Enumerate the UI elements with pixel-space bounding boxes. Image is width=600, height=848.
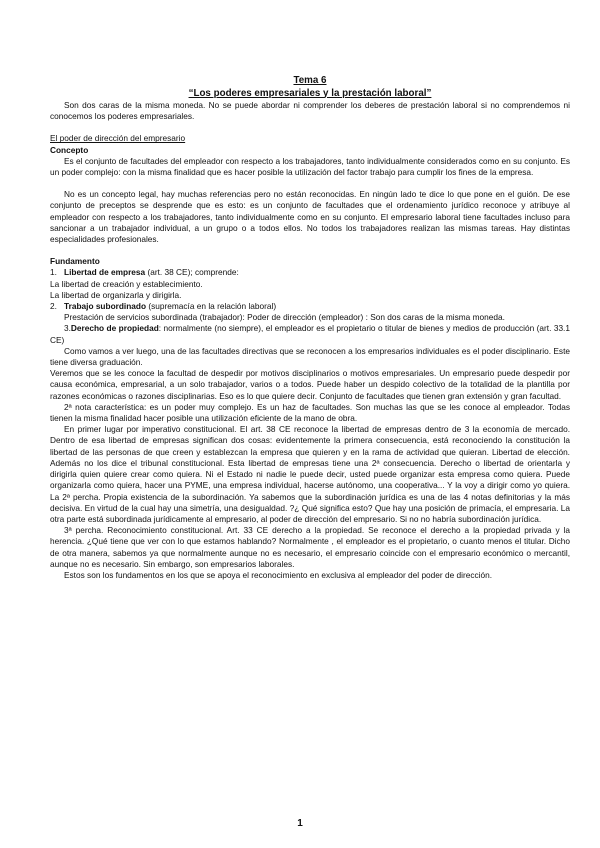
page-number: 1 [297, 818, 303, 829]
list-item-title: Derecho de propiedad [70, 323, 159, 334]
lesson-title: “Los poderes empresariales y la prestación laboral” [188, 87, 432, 99]
list-number: 2. [50, 301, 57, 312]
fundamento-paragraph: Como vamos a ver luego, una de las facultades directivas que se reconocen a los empresarios individuales es el poder disciplinario. Este tiene diversa graduación. [50, 345, 570, 368]
fundamento-paragraph: Veremos que se les conoce la facultad de despedir por motivos disciplinarios o motivos empresariales. Un empresario puede despedir por causa económica, empresarial, a un solo trabajador, varios o a todos. Puede haber un despido colectivo de la totalidad de la plantilla por razones económicas o razones disciplinarias. Eso es lo que quiere decir. Conjunto de facultades que tienen gran extensión y gran facultad. [50, 368, 570, 401]
concepto-paragraph-1: Es el conjunto de facultades del empleador con respecto a los trabajadores, tanto individualmente considerados como en su conjunto. Es un poder complejo: con la misma finalidad que es hacer posible la utilización del factor trabajo para cumplir los fines de la empresa. [50, 155, 570, 178]
list-subitem: Prestación de servicios subordinada (trabajador): Poder de dirección (empleador) : Son dos caras de la misma moneda. [64, 312, 505, 323]
list-subitem: La libertad de organizarla y dirigirla. [50, 289, 182, 300]
list-item-1 [50, 267, 570, 278]
lesson-number: Tema 6 [293, 75, 327, 86]
intro-paragraph: Son dos caras de la misma moneda. No se puede abordar ni comprender los deberes de prestación laboral si no comprendemos ni conocemos los poderes empresariales. [50, 100, 570, 122]
list-number: 3. [64, 323, 71, 334]
list-item-text: (art. 38 CE); comprende: [145, 267, 239, 278]
concepto-paragraph-2: No es un concepto legal, hay muchas referencias pero no están reconocidas. En ningún lado te dice lo que pone en el guión. De ese conjunto de preceptos se desprende que es esto: es un conjunto de facultades que el ordenamiento jurídico reconoce y atribuye al empleador con respecto a los trabajadores, tanto individualmente como en su conjunto. El empresario laboral tiene facultades incluso para sancionar a un trabajador individual, a un grupo o a todos ellos. No todos los trabajadores realizan las mismas tareas. Hay distintas especialidades profesionales. [50, 189, 570, 245]
document-body [50, 75, 570, 581]
list-subitem: La libertad de creación y establecimiento. [50, 278, 203, 289]
fundamento-paragraph: Estos son los fundamentos en los que se apoya el reconocimiento en exclusiva al empleador del poder de dirección. [64, 569, 493, 580]
section-heading: El poder de dirección del empresario [50, 133, 186, 144]
list-item-text: : normalmente (no siempre), el empleador es el propietario o titular de bienes y medios de producción (art. 33.1 CE) [50, 323, 570, 345]
fundamento-paragraph: 2ª nota característica: es un poder muy complejo. Es un haz de facultades. Son muchas las que se les conoce al empleador. Todas tienen la misma finalidad hacer posible una utilización eficiente de la mano de obra. [50, 401, 570, 424]
list-item-title: Libertad de empresa [64, 267, 146, 278]
fundamento-paragraph: 3ª percha. Reconocimiento constitucional. Art. 33 CE derecho a la propiedad. Se reconoce el derecho a la propiedad privada y la herencia. ¿Qué tiene que ver con lo que estamos hablando? Normalmente , el empleador es el propietario, o cuanto menos el titular. Dicho de otra manera, sabemos ya que normalmente aunque no es necesario, el empresario coincide con el empresario económico o mercantil, aunque no es necesario. Sin embargo, son empresarios laborales. [50, 525, 570, 569]
list-item-title: Trabajo subordinado [64, 301, 147, 312]
list-number: 1. [50, 267, 57, 278]
list-item-3 [50, 323, 570, 345]
subsection-heading-fundamento: Fundamento [50, 256, 100, 267]
list-item-text: (supremacía en la relación laboral) [146, 301, 277, 312]
fundamento-paragraph: En primer lugar por imperativo constitucional. El art. 38 CE reconoce la libertad de empresas dentro de 3 la economía de mercado. Dentro de esa libertad de empresas significan dos cosas: evidentemente la primera consecuencia, está reconociendo la constitución la libertad de las personas de que creen y establezcan la empresa que quieren y en la rama de actividad que quieran. Libertad de elección. Además no los dice el tribunal constitucional. Esta libertad de empresas tiene una 2ª consecuencia. Derecho o libertad de orientarla y dirigirla quien quiere crear como quiera. Ni el Estado ni nadie le puede decir, usted puede organizar esta empresa como quiera. Puede organizarla como quiera, hacer una PYME, una empresa individual, hacerse autónomo, una cooperativa... Y la voy a dirigir como yo quiera. La 2ª percha. Propia existencia de la subordinación. Ya sabemos que la subordinación jurídica es una de las 4 notas definitorias y la más decisiva. En virtud de la cual hay una simetría, una desigualdad. ?¿ Qué significa esto? Que hay una posición de primacía, el empresaria. La otra parte está subordinada jurídicamente al empresario, al poder de dirección del empresario. Si no no habría subordinación jurídica. [50, 424, 570, 524]
subsection-heading-concepto: Concepto [50, 144, 89, 155]
list-item-2 [50, 301, 570, 312]
